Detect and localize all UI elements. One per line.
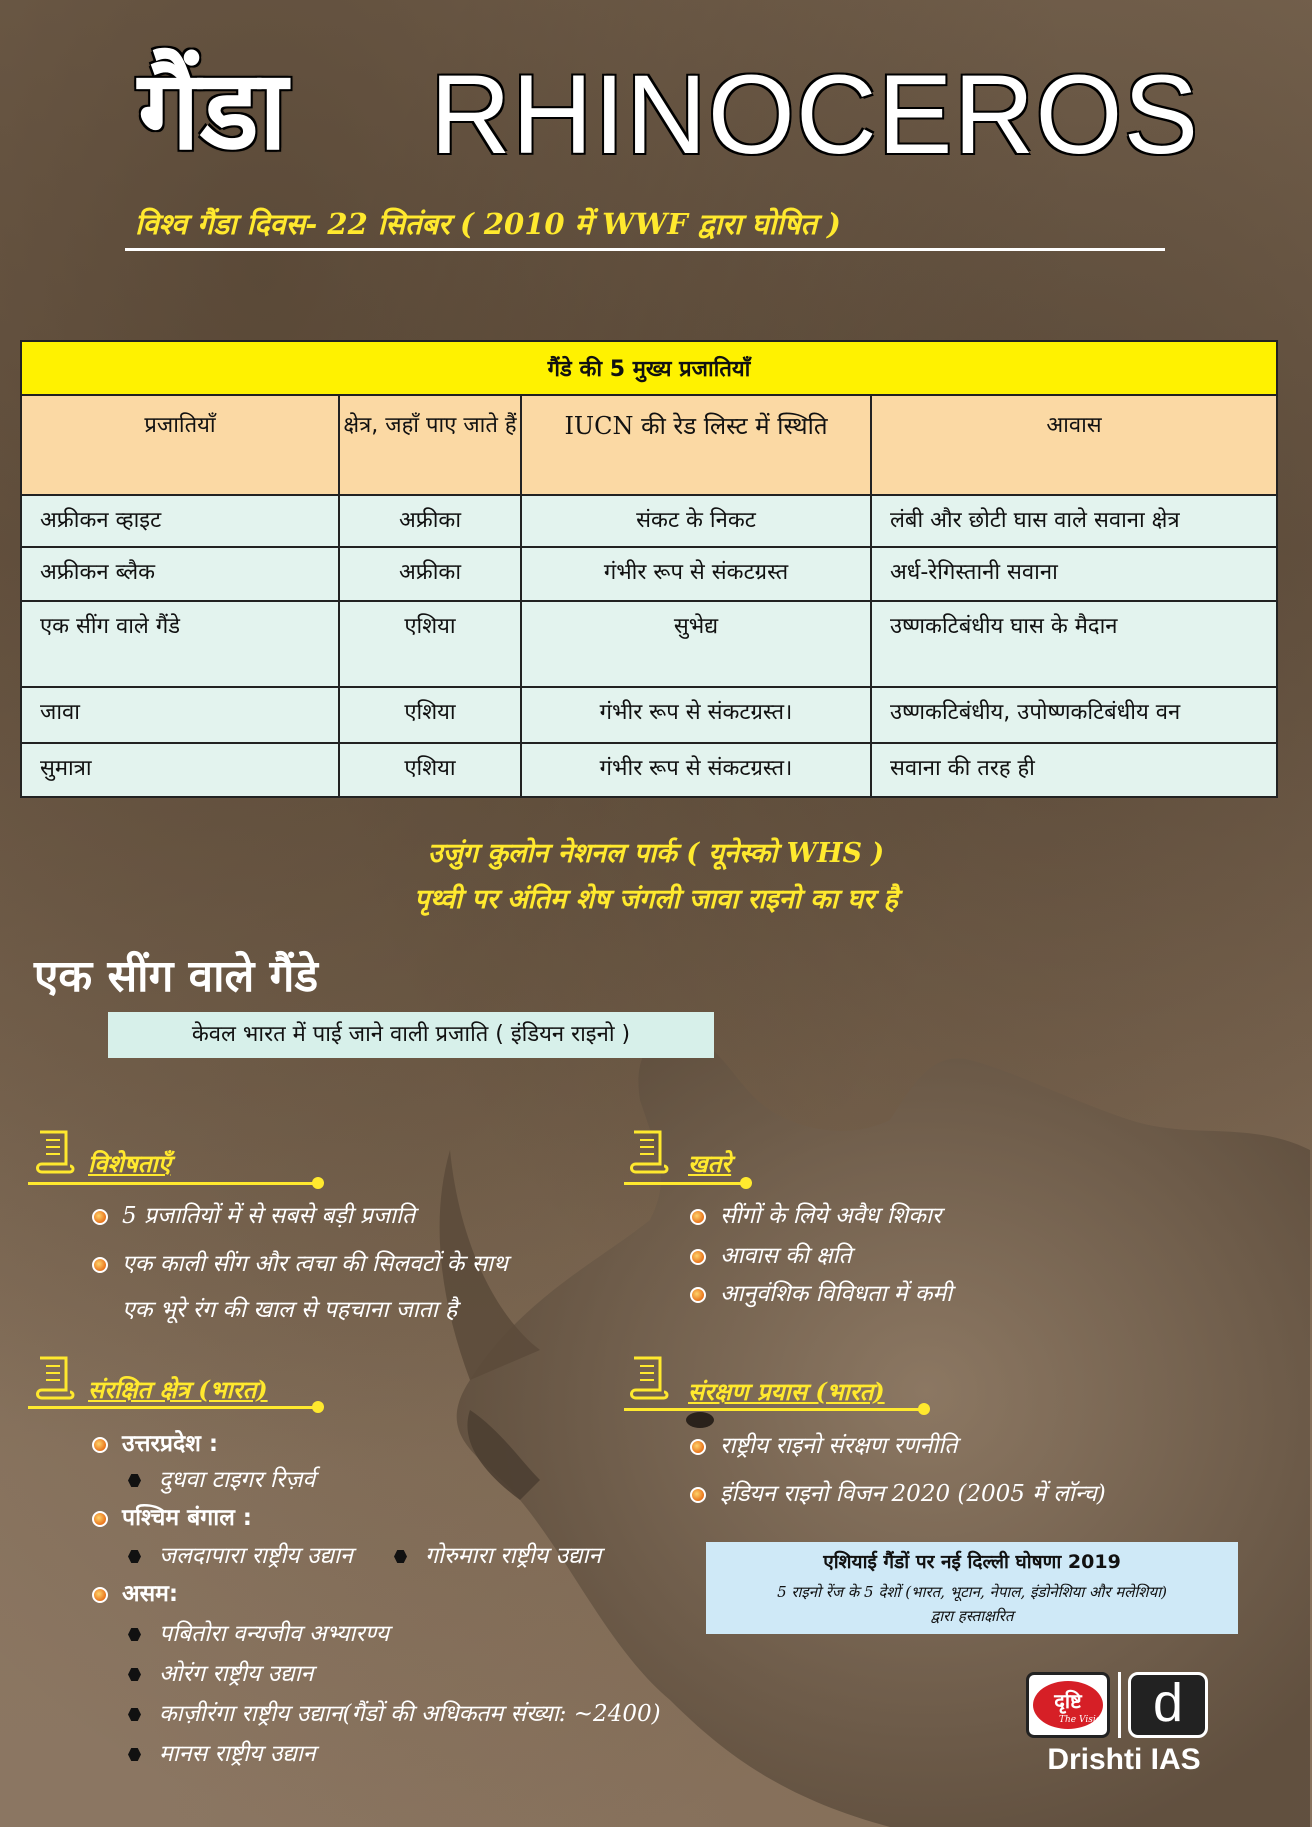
park-item	[128, 1538, 353, 1574]
feature-item	[92, 1246, 508, 1282]
hexagon-bullet-icon	[128, 1668, 141, 1681]
species-cell: अफ्रीकन व्हाइट	[21, 495, 339, 547]
orb-bullet-icon	[92, 1257, 108, 1273]
status-cell: गंभीर रूप से संकटग्रस्त।	[521, 743, 871, 797]
feature-text: 5 प्रजातियों में से सबसे बड़ी प्रजाति	[122, 1203, 416, 1229]
park-text: काज़ीरंगा राष्ट्रीय उद्यान(गैंडों की अधिकतम संख्या: ~2400)	[159, 1701, 661, 1727]
species-cell: अफ्रीकन ब्लैक	[21, 547, 339, 601]
park-item	[394, 1538, 601, 1574]
hexagon-bullet-icon	[128, 1628, 141, 1641]
title-hindi: गैंडा	[138, 46, 288, 174]
scroll-icon	[624, 1352, 674, 1402]
park-text: मानस राष्ट्रीय उद्यान	[159, 1741, 316, 1767]
park-item	[128, 1736, 316, 1772]
protected-areas-dot	[312, 1401, 324, 1413]
delhi-declaration-title: एशियाई गैंडों पर नई दिल्ली घोषणा 2019	[823, 1551, 1121, 1573]
protected-areas-rule	[28, 1406, 318, 1409]
conservation-item	[690, 1476, 1106, 1512]
scroll-icon	[30, 1126, 80, 1176]
delhi-declaration-box	[706, 1542, 1238, 1634]
species-table	[20, 340, 1278, 798]
region-cell: एशिया	[339, 687, 521, 743]
park-item	[128, 1696, 661, 1732]
region-cell: एशिया	[339, 743, 521, 797]
threats-title: खतरे	[688, 1149, 732, 1178]
delhi-declaration-line-2: द्वारा हस्ताक्षरित	[930, 1607, 1014, 1625]
feature-text: एक काली सींग और त्वचा की सिलवटों के साथ	[122, 1251, 508, 1277]
features-dot	[312, 1177, 324, 1189]
park-text: जलदापारा राष्ट्रीय उद्यान	[159, 1543, 353, 1569]
header-iucn-status: IUCN की रेड लिस्ट में स्थिति	[521, 395, 871, 495]
orb-bullet-icon	[92, 1587, 108, 1603]
javan-note-line-1: उजुंग कुलोन नेशनल पार्क ( यूनेस्को WHS )	[427, 838, 885, 869]
region-cell: अफ्रीका	[339, 495, 521, 547]
threat-text: आवास की क्षति	[720, 1243, 852, 1269]
header-species: प्रजातियाँ	[21, 395, 339, 495]
hexagon-bullet-icon	[128, 1550, 141, 1563]
region-cell: एशिया	[339, 601, 521, 687]
habitat-cell: अर्ध-रेगिस्तानी सवाना	[871, 547, 1277, 601]
orb-bullet-icon	[690, 1209, 706, 1225]
header-region: क्षेत्र, जहाँ पाए जाते हैं	[339, 395, 521, 495]
state-label: पश्चिम बंगाल :	[122, 1505, 253, 1531]
region-cell: अफ्रीका	[339, 547, 521, 601]
threat-text: सींगों के लिये अवैध शिकार	[720, 1203, 942, 1229]
species-cell: एक सींग वाले गैंडे	[21, 601, 339, 687]
feature-item	[92, 1198, 415, 1234]
drishti-logo-text: दृष्टि	[1033, 1681, 1103, 1729]
header-habitat: आवास	[871, 395, 1277, 495]
one-horned-heading: एक सींग वाले गैंडे	[34, 951, 318, 1002]
conservation-dot	[918, 1403, 930, 1415]
feature-item-continuation: एक भूरे रंग की खाल से पहचाना जाता है	[122, 1297, 458, 1323]
scroll-icon	[624, 1126, 674, 1176]
conservation-title: संरक्षण प्रयास (भारत)	[688, 1377, 885, 1406]
subtitle-underline	[125, 248, 1165, 251]
status-cell: गंभीर रूप से संकटग्रस्त।	[521, 687, 871, 743]
state-wb	[92, 1500, 252, 1536]
park-item	[128, 1616, 389, 1652]
scroll-icon	[30, 1352, 80, 1402]
title-english: RHINOCEROS	[430, 52, 1200, 177]
table-row	[21, 687, 1277, 743]
drishti-ias-name: Drishti IAS	[1047, 1743, 1201, 1776]
orb-bullet-icon	[690, 1287, 706, 1303]
habitat-cell: सवाना की तरह ही	[871, 743, 1277, 797]
drishti-logo-tagline: The Vision	[1059, 1715, 1107, 1725]
table-row	[21, 743, 1277, 797]
hexagon-bullet-icon	[128, 1748, 141, 1761]
park-item	[128, 1462, 315, 1498]
threat-item	[690, 1276, 952, 1312]
state-label: असम:	[122, 1581, 179, 1607]
species-cell: जावा	[21, 687, 339, 743]
park-text: ओरंग राष्ट्रीय उद्यान	[159, 1661, 314, 1687]
javan-note-line-2: पृथ्वी पर अंतिम शेष जंगली जावा राइनो का घर है	[414, 884, 898, 915]
hexagon-bullet-icon	[128, 1708, 141, 1721]
orb-bullet-icon	[690, 1487, 706, 1503]
orb-bullet-icon	[92, 1437, 108, 1453]
threats-dot	[740, 1177, 752, 1189]
logo-divider	[1118, 1672, 1121, 1738]
state-label: उत्तरप्रदेश :	[122, 1431, 219, 1457]
conservation-rule	[624, 1408, 924, 1411]
habitat-cell: उष्णकटिबंधीय घास के मैदान	[871, 601, 1277, 687]
drishti-logo-hindi	[1026, 1672, 1110, 1738]
table-row	[21, 547, 1277, 601]
threat-item	[690, 1198, 941, 1234]
table-caption: गैंडे की 5 मुख्य प्रजातियाँ	[21, 341, 1277, 395]
conservation-item	[690, 1428, 957, 1464]
park-text: पबितोरा वन्यजीव अभ्यारण्य	[159, 1621, 390, 1647]
table-row	[21, 601, 1277, 687]
state-up	[92, 1426, 218, 1462]
rhino-day-subtitle: विश्व गैंडा दिवस- 22 सितंबर ( 2010 में WWF द्वारा घोषित )	[135, 207, 841, 241]
protected-areas-title: संरक्षित क्षेत्र (भारत)	[88, 1375, 268, 1404]
hexagon-bullet-icon	[394, 1550, 407, 1563]
conservation-text: राष्ट्रीय राइनो संरक्षण रणनीति	[720, 1433, 958, 1459]
conservation-text: इंडियन राइनो विजन 2020 (2005 में लॉन्च)	[720, 1481, 1106, 1507]
park-text: गोरुमारा राष्ट्रीय उद्यान	[425, 1543, 602, 1569]
threat-item	[690, 1238, 852, 1274]
orb-bullet-icon	[92, 1511, 108, 1527]
hexagon-bullet-icon	[128, 1474, 141, 1487]
status-cell: संकट के निकट	[521, 495, 871, 547]
park-text: दुधवा टाइगर रिज़र्व	[159, 1467, 316, 1493]
orb-bullet-icon	[690, 1249, 706, 1265]
only-india-box: केवल भारत में पाई जाने वाली प्रजाति ( इंडियन राइनो )	[108, 1012, 714, 1058]
table-row	[21, 495, 1277, 547]
threats-rule	[624, 1182, 744, 1185]
species-cell: सुमात्रा	[21, 743, 339, 797]
orb-bullet-icon	[690, 1439, 706, 1455]
habitat-cell: उष्णकटिबंधीय, उपोष्णकटिबंधीय वन	[871, 687, 1277, 743]
delhi-declaration-line-1: 5 राइनो रेंज के 5 देशों (भारत, भूटान, नेपाल, इंडोनेशिया और मलेशिया)	[777, 1583, 1167, 1601]
state-assam	[92, 1576, 178, 1612]
features-rule	[28, 1182, 318, 1185]
park-item	[128, 1656, 313, 1692]
drishti-d-logo-icon: d	[1128, 1672, 1208, 1738]
status-cell: सुभेद्य	[521, 601, 871, 687]
habitat-cell: लंबी और छोटी घास वाले सवाना क्षेत्र	[871, 495, 1277, 547]
threat-text: आनुवंशिक विविधता में कमी	[720, 1281, 953, 1307]
features-title: विशेषताएँ	[88, 1149, 171, 1178]
orb-bullet-icon	[92, 1209, 108, 1225]
status-cell: गंभीर रूप से संकटग्रस्त	[521, 547, 871, 601]
